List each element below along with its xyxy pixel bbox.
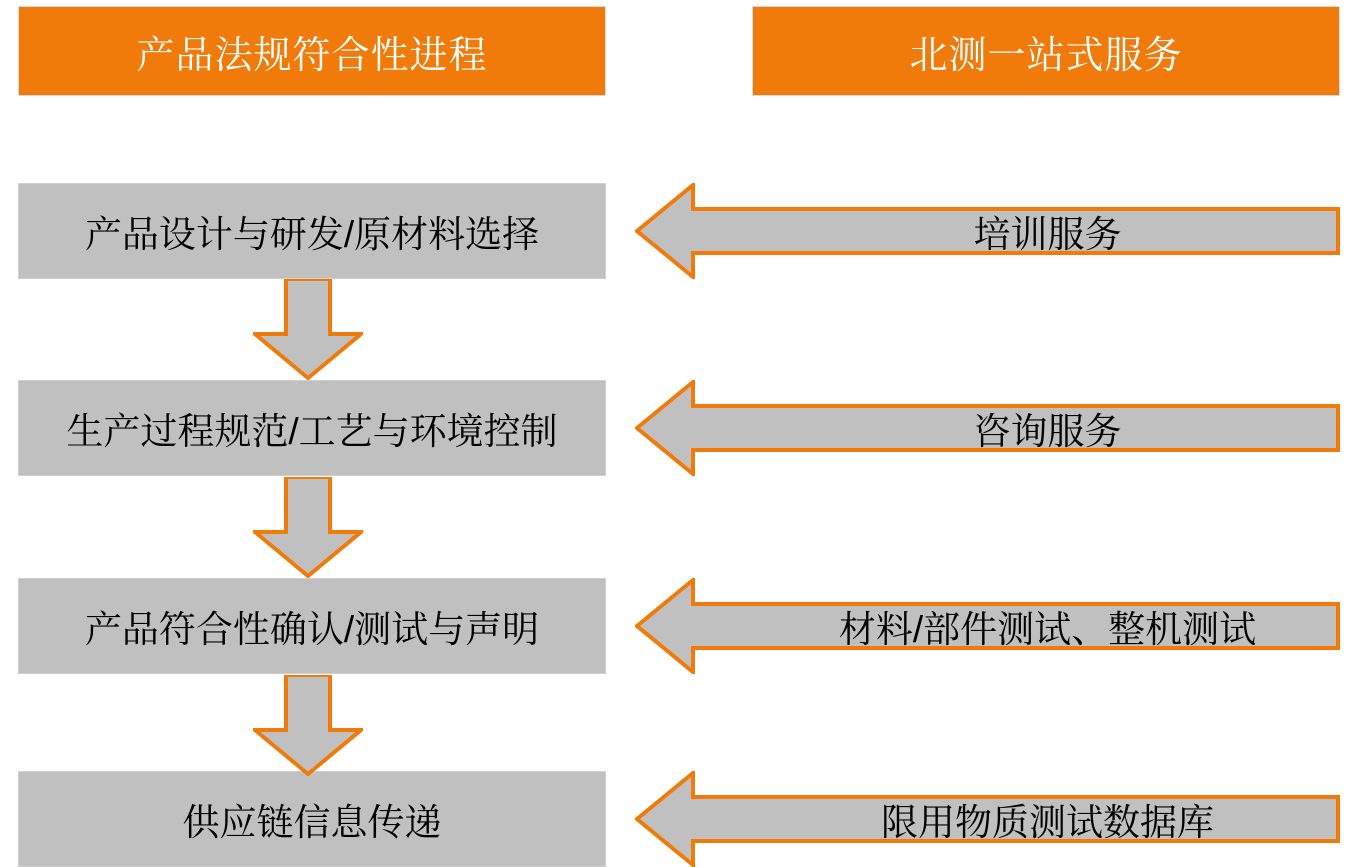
service-label: 限用物质测试数据库	[881, 802, 1214, 843]
service-arrow-block	[635, 380, 1340, 476]
down-arrow-icon	[253, 675, 363, 776]
process-step-label: 供应链信息传递	[182, 802, 442, 843]
process-step-label: 产品设计与研发/原材料选择	[84, 214, 540, 255]
service-arrow-block	[635, 183, 1340, 279]
process-step-box	[18, 578, 606, 674]
service-label: 培训服务	[973, 214, 1122, 255]
service-label: 材料/部件测试、整机测试	[838, 609, 1257, 650]
header-banner-right-label: 北测一站式服务	[909, 34, 1183, 77]
process-step-label: 产品符合性确认/测试与声明	[84, 609, 540, 650]
process-step-box	[18, 380, 606, 476]
header-banner-left	[18, 6, 606, 96]
service-arrow-block	[635, 578, 1340, 674]
header-banner-left-label: 产品法规符合性进程	[136, 34, 488, 77]
process-step-box	[18, 771, 606, 867]
process-step-box	[18, 183, 606, 279]
process-step-label: 生产过程规范/工艺与环境控制	[66, 411, 558, 452]
down-arrow-icon	[253, 477, 363, 578]
down-arrow-icon	[253, 279, 363, 380]
service-arrow-block	[635, 771, 1340, 867]
header-banner-right	[752, 6, 1340, 96]
service-label: 咨询服务	[973, 411, 1122, 452]
